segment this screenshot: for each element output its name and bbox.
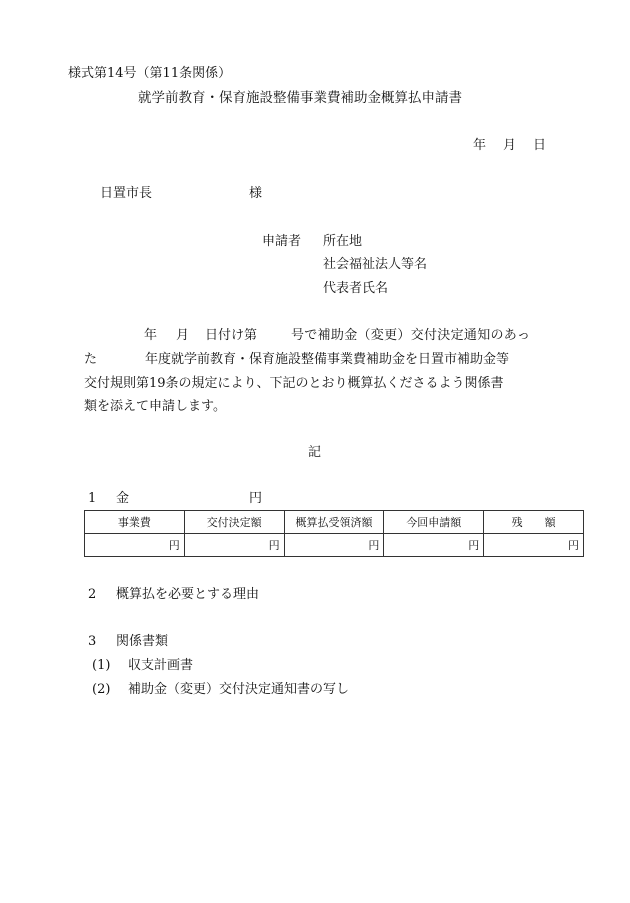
- applicant-label: 申請者: [262, 234, 302, 249]
- addressee-honorific: 様: [249, 186, 263, 201]
- section-2-number: 2: [88, 587, 97, 602]
- body-line4: 類を添えて申請します。: [84, 399, 226, 414]
- body-year: 年: [144, 328, 158, 343]
- date-day: 日: [533, 138, 547, 153]
- addressee-name: 日置市長: [100, 186, 153, 201]
- date-year: 年: [473, 138, 487, 153]
- applicant-address-label: 所在地: [323, 234, 363, 249]
- body-line2-ta: た: [84, 352, 98, 367]
- document-title: 就学前教育・保育施設整備事業費補助金概算払申請書: [138, 90, 462, 106]
- body-line3: 交付規則第19条の規定により、下記のとおり概算払くださるよう関係書: [84, 376, 504, 391]
- amount-table-value-row: [85, 534, 584, 557]
- applicant-rep-name-label: 代表者氏名: [323, 281, 389, 296]
- body-date-ref: 日付け第: [205, 328, 258, 343]
- applicant-corp-name-label: 社会福祉法人等名: [323, 257, 428, 272]
- value-kofu-kettei: 円: [184, 534, 284, 557]
- section-3-item-1-number: (1): [92, 658, 111, 673]
- header-zangaku: 残 額: [484, 511, 584, 534]
- value-jigyohi: 円: [85, 534, 185, 557]
- value-konkai-shinsei: 円: [384, 534, 484, 557]
- ki-heading: 記: [308, 445, 322, 460]
- date-month: 月: [503, 138, 517, 153]
- section-3-number: 3: [88, 634, 97, 649]
- body-line1-rest: 号で補助金（変更）交付決定通知のあっ: [291, 328, 531, 343]
- section-3-item-2-number: (2): [92, 682, 111, 697]
- amount-table: [84, 510, 584, 557]
- section-1-yen: 円: [249, 491, 263, 506]
- form-number: 様式第14号（第11条関係）: [68, 66, 232, 81]
- section-3-item-2-text: 補助金（変更）交付決定通知書の写し: [128, 682, 350, 697]
- section-1-number: 1: [88, 491, 97, 506]
- header-konkai-shinsei: 今回申請額: [384, 511, 484, 534]
- body-line2-rest: 年度就学前教育・保育施設整備事業費補助金を日置市補助金等: [145, 352, 510, 367]
- body-month: 月: [176, 328, 190, 343]
- header-kofu-kettei: 交付決定額: [184, 511, 284, 534]
- header-gaisan-juryo: 概算払受領済額: [284, 511, 384, 534]
- section-3-text: 関係書類: [116, 634, 169, 649]
- section-3-item-1-text: 収支計画書: [128, 658, 194, 673]
- header-jigyohi: 事業費: [85, 511, 185, 534]
- value-gaisan-juryo: 円: [284, 534, 384, 557]
- value-zangaku: 円: [484, 534, 584, 557]
- section-2-text: 概算払を必要とする理由: [116, 587, 260, 602]
- amount-table-header-row: [85, 511, 584, 534]
- section-1-kin: 金: [116, 491, 130, 506]
